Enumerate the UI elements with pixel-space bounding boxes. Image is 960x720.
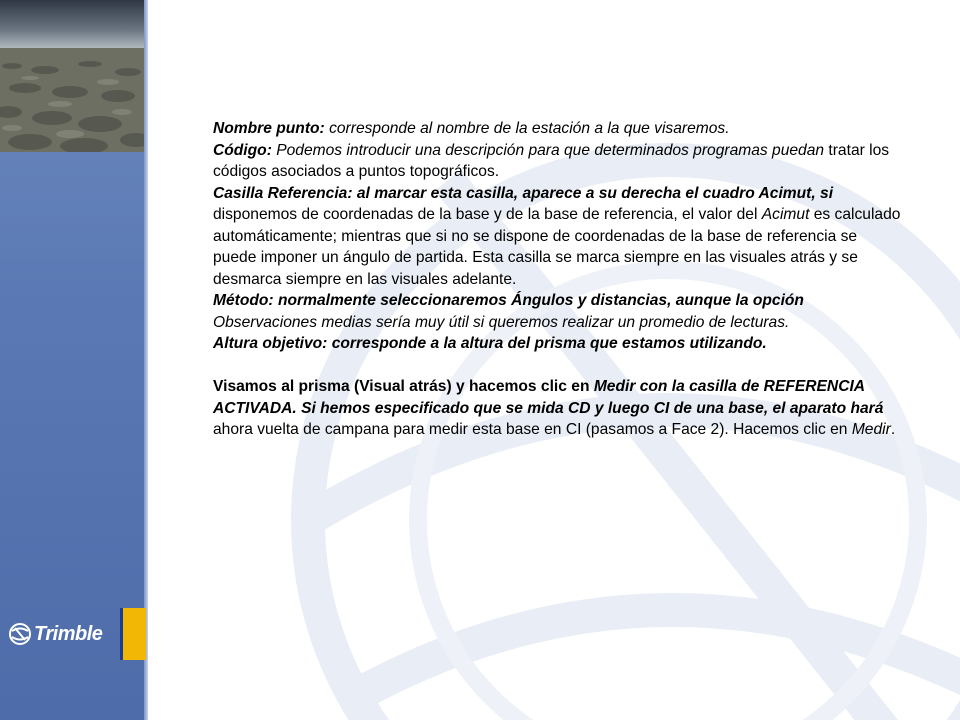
text-body	[213, 118, 903, 441]
paragraph	[213, 140, 903, 183]
logo-accent-bar	[120, 608, 146, 660]
sidebar	[0, 0, 148, 720]
text-segment: Observaciones medias sería muy útil si queremos realizar un promedio de lecturas.	[213, 313, 790, 331]
paragraph	[213, 290, 903, 333]
text-segment: Medir	[851, 421, 891, 438]
paragraph	[213, 183, 903, 291]
paragraph	[213, 333, 903, 355]
paragraph-spacer	[213, 355, 903, 377]
landscape-image	[0, 0, 144, 152]
paragraph	[213, 376, 903, 441]
logo-text: Trimble	[34, 622, 103, 645]
text-segment: Código:	[213, 141, 272, 159]
text-segment: corresponde al nombre de la estación a la que visaremos.	[324, 120, 730, 137]
text-segment: Altura objetivo: corresponde a la altura del prisma que estamos utilizando.	[213, 335, 767, 352]
text-segment: Acimut	[761, 206, 810, 223]
text-segment: .	[890, 421, 896, 438]
trimble-globe-icon	[8, 622, 32, 646]
text-segment: disponemos de coordenadas de la base y de la base de referencia, el valor del	[213, 206, 762, 223]
text-segment: Medir con la casilla de REFERENCIA ACTIVADA. Si hemos especificado que se mida CD y luego CI de una base, el aparato hará	[213, 378, 884, 417]
text-segment: ahora vuelta de campana para medir esta base en CI (pasamos a Face 2). Hacemos clic en	[213, 421, 852, 438]
trimble-logo	[8, 612, 120, 656]
text-segment: Podemos introducir una descripción para que determinados programas puedan	[271, 141, 825, 159]
paragraph	[213, 118, 903, 140]
text-segment: Método: normalmente seleccionaremos Ángulos y distancias, aunque la opción	[213, 292, 804, 309]
landscape-texture	[0, 0, 144, 152]
text-segment: Visamos al prisma (Visual atrás) y hacemos clic en	[213, 378, 594, 395]
text-segment: tratar los códigos asociados a puntos topográficos.	[213, 141, 890, 180]
text-segment: Casilla Referencia: al marcar esta casilla, aparece a su derecha el cuadro Acimut, si	[213, 184, 834, 202]
text-segment: Nombre punto:	[213, 120, 325, 137]
text-segment: es calculado automáticamente; mientras que si no se dispone de coordenadas de la base de referencia se puede imponer un ángulo de partida. Esta casilla se marca siempre en las visuales atrás y se desmarca siempre en las visuales adelante.	[213, 206, 901, 288]
